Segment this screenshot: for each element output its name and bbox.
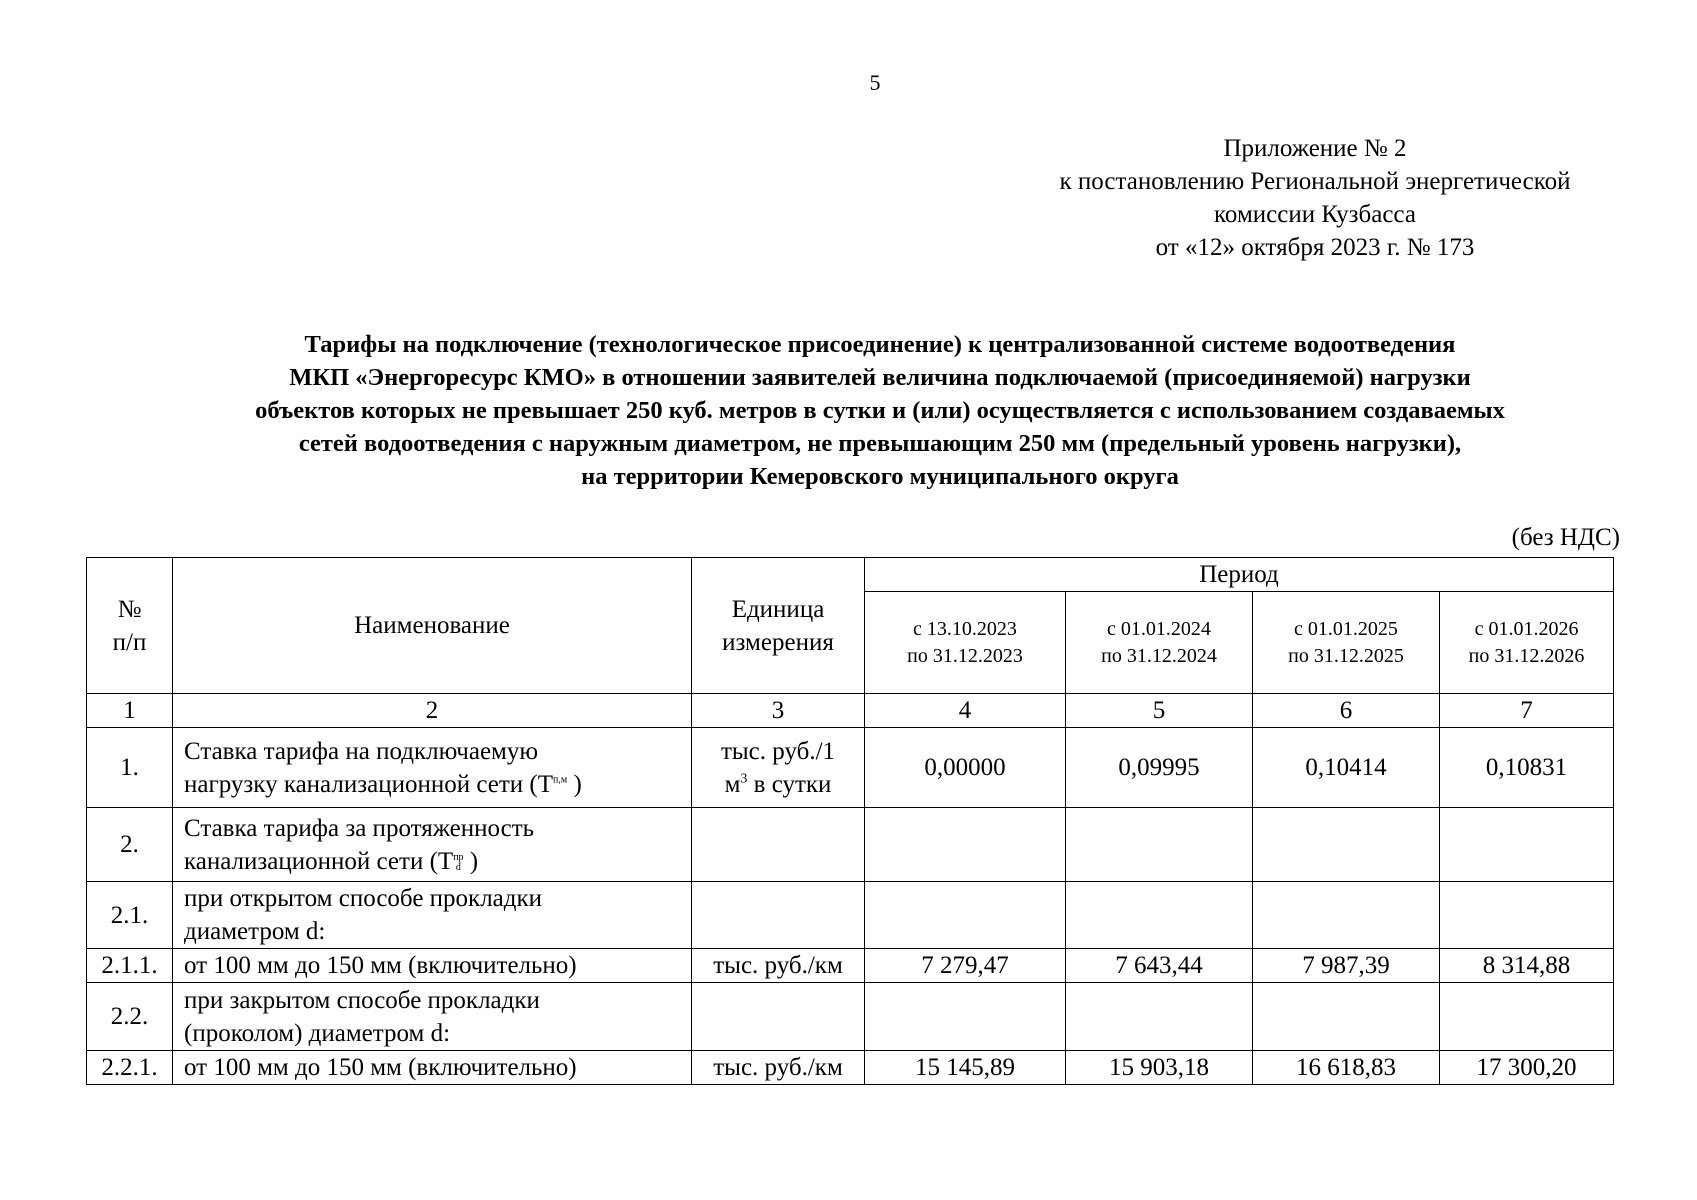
- row-name: [173, 882, 692, 949]
- table-row: [87, 983, 1614, 1051]
- title-line: сетей водоотведения с наружным диаметром, не превышающим 250 мм (предельный уровень нагрузки),: [298, 430, 1462, 457]
- row-value: [1440, 808, 1614, 882]
- document-title: [100, 328, 1660, 493]
- row-value: [1066, 882, 1253, 949]
- row-value: 16 618,83: [1253, 1051, 1440, 1085]
- row-name-subscript: d: [455, 861, 461, 873]
- row-name: от 100 мм до 150 мм (включительно): [173, 1051, 692, 1085]
- row-name-line: Ставка тарифа за протяженность: [184, 814, 535, 842]
- row-value: [1253, 808, 1440, 882]
- row-name-line: (проколом) диаметром d:: [184, 1019, 451, 1047]
- row-value: 0,09995: [1066, 728, 1253, 808]
- row-name-text: нагрузку канализационной сети (Т: [184, 770, 553, 798]
- row-name: [173, 808, 692, 882]
- header-num: [87, 558, 173, 694]
- period-from: с 01.01.2025: [1294, 617, 1398, 640]
- period-from: с 13.10.2023: [913, 617, 1017, 640]
- row-value: 0,10831: [1440, 728, 1614, 808]
- period-from: с 01.01.2024: [1107, 617, 1211, 640]
- period-cell: [865, 592, 1066, 694]
- tariff-table: [86, 557, 1614, 1085]
- appendix-line: комиссии Кузбасса: [1214, 201, 1416, 228]
- row-value: [1440, 983, 1614, 1051]
- row-number: 2.2.: [87, 983, 173, 1051]
- row-name-line: [184, 768, 691, 801]
- period-cell: [1440, 592, 1614, 694]
- row-unit-tail: в сутки: [747, 770, 832, 798]
- row-name: от 100 мм до 150 мм (включительно): [173, 949, 692, 983]
- row-value: 7 279,47: [865, 949, 1066, 983]
- table-row: [87, 1051, 1614, 1085]
- row-value: [1253, 882, 1440, 949]
- row-value: [1440, 882, 1614, 949]
- row-unit: [692, 983, 865, 1051]
- page-number: 5: [869, 70, 881, 95]
- row-name-line: при закрытом способе прокладки: [184, 986, 540, 1014]
- row-name-tail: ): [567, 770, 582, 798]
- column-number: 3: [692, 694, 865, 728]
- row-unit: тыс. руб./км: [692, 1051, 865, 1085]
- title-line: Тарифы на подключение (технологическое присоединение) к централизованной системе водоотведения: [304, 331, 1456, 358]
- row-name: [173, 983, 692, 1051]
- period-to: по 31.12.2026: [1468, 644, 1585, 667]
- table-row: [87, 882, 1614, 949]
- header-unit: [692, 558, 865, 694]
- column-number: 2: [173, 694, 692, 728]
- row-unit: [692, 882, 865, 949]
- row-value: [865, 983, 1066, 1051]
- row-value: 15 145,89: [865, 1051, 1066, 1085]
- row-value: [865, 882, 1066, 949]
- row-value: [1253, 983, 1440, 1051]
- period-to: по 31.12.2024: [1101, 644, 1217, 667]
- period-cell: [1253, 592, 1440, 694]
- row-unit: тыс. руб./км: [692, 949, 865, 983]
- title-line: на территории Кемеровского муниципального округа: [581, 463, 1179, 490]
- row-unit: [692, 728, 865, 808]
- row-value: 0,00000: [865, 728, 1066, 808]
- header-unit-line: измерения: [722, 628, 834, 656]
- row-name-line: [184, 845, 691, 878]
- period-from: с 01.01.2026: [1474, 617, 1579, 640]
- row-unit-line: [692, 768, 864, 801]
- column-number: 5: [1066, 694, 1253, 728]
- row-name-superscript: п,м: [553, 774, 568, 786]
- row-value: 8 314,88: [1440, 949, 1614, 983]
- table-row: [87, 949, 1614, 983]
- row-name-line: при открытом способе прокладки: [184, 885, 543, 912]
- appendix-line: от «12» октября 2023 г. № 173: [1155, 234, 1475, 261]
- row-value: [1066, 808, 1253, 882]
- row-value: 0,10414: [1253, 728, 1440, 808]
- header-unit-line: Единица: [731, 595, 825, 623]
- row-number: 2.: [87, 808, 173, 882]
- appendix-line: к постановлению Региональной энергетической: [1059, 168, 1571, 195]
- row-value: [865, 808, 1066, 882]
- title-line: объектов которых не превышает 250 куб. метров в сутки и (или) осуществляется с использованием создаваемых: [255, 397, 1505, 424]
- appendix-block: [980, 132, 1650, 264]
- table-row: [87, 728, 1614, 808]
- row-name-line: диаметром d:: [184, 918, 326, 945]
- row-unit-line: тыс. руб./1: [720, 737, 836, 765]
- header-period: Период: [865, 558, 1614, 592]
- row-number: 2.2.1.: [87, 1051, 173, 1085]
- row-number: 2.1.1.: [87, 949, 173, 983]
- header-name: Наименование: [173, 558, 692, 694]
- row-value: 15 903,18: [1066, 1051, 1253, 1085]
- row-unit-superscript: 3: [740, 771, 748, 787]
- row-value: 7 987,39: [1253, 949, 1440, 983]
- row-value: [1066, 983, 1253, 1051]
- row-unit-text: м: [724, 770, 741, 798]
- no-vat-note: (без НДС): [1511, 524, 1620, 551]
- table-row: [87, 808, 1614, 882]
- header-num-line: №: [117, 595, 142, 623]
- row-name: [173, 728, 692, 808]
- row-value: 7 643,44: [1066, 949, 1253, 983]
- period-to: по 31.12.2023: [907, 644, 1023, 667]
- column-number: 6: [1253, 694, 1440, 728]
- column-number: 4: [865, 694, 1066, 728]
- period-cell: [1066, 592, 1253, 694]
- appendix-line: Приложение № 2: [1223, 135, 1407, 162]
- header-num-line: п/п: [112, 628, 147, 656]
- period-to: по 31.12.2025: [1288, 644, 1404, 667]
- row-name-superscript: пр: [453, 851, 464, 863]
- row-number: 2.1.: [87, 882, 173, 949]
- row-number: 1.: [87, 728, 173, 808]
- column-number: 7: [1440, 694, 1614, 728]
- row-unit: [692, 808, 865, 882]
- row-name-text: канализационной сети (Т: [184, 847, 454, 875]
- row-name-tail: ): [463, 847, 479, 875]
- row-value: 17 300,20: [1440, 1051, 1614, 1085]
- row-name-line: Ставка тарифа на подключаемую: [184, 737, 539, 765]
- column-number: 1: [87, 694, 173, 728]
- title-line: МКП «Энергоресурс КМО» в отношении заявителей величина подключаемой (присоединяемой) нагрузки: [289, 364, 1471, 391]
